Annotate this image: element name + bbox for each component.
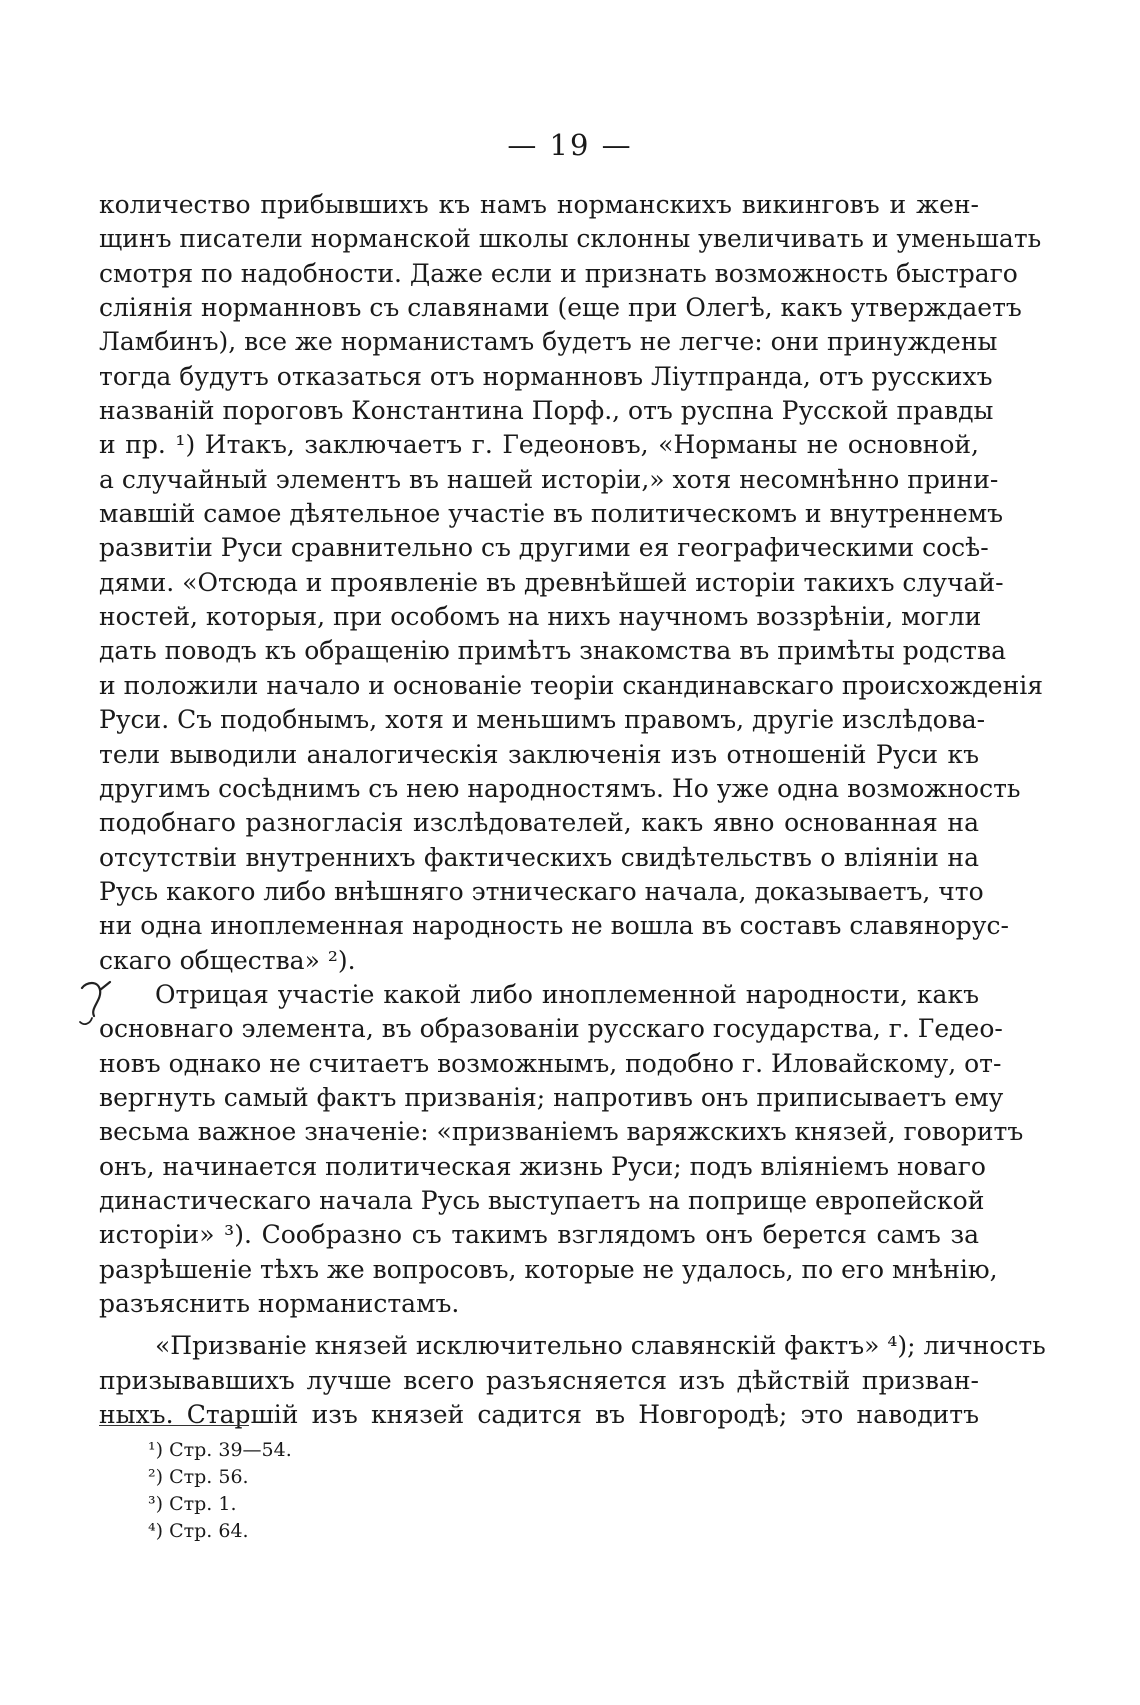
text-line: ни одна иноплеменная народность не вошла въ составъ славянорус- [99, 911, 1009, 941]
text-line: Ламбинъ), все же норманистамъ будетъ не легче: они принуждены [99, 327, 998, 357]
text-line: смотря по надобности. Даже если и признать возможность быстраго [99, 258, 1018, 288]
text-line: и положили начало и основанiе теорiи скандинавскаго происхожденiя [99, 670, 1043, 700]
text-line: новъ однако не считаетъ возможнымъ, подобно г. Иловайскому, от- [99, 1048, 1002, 1078]
text-line: дать поводъ къ обращенiю примѣтъ знакомства въ примѣты родства [99, 636, 1006, 666]
text-line: количество прибывшихъ къ намъ норманскихъ викинговъ и жен- [99, 190, 979, 219]
text-line: ныхъ. Старшiй изъ князей садится въ Новгородѣ; это наводитъ [99, 1400, 979, 1430]
text-line: тели выводили аналогическiя заключенiя изъ отношенiй Руси къ [99, 739, 979, 769]
text-line: другимъ сосѣднимъ съ нею народностямъ. Но уже одна возможность [99, 773, 1021, 803]
text-line: слiянiя норманновъ съ славянами (еще при Олегѣ, какъ утверждаетъ [99, 293, 1022, 323]
text-line: мавшiй самое дѣятельное участiе въ политическомъ и внутреннемъ [99, 499, 1004, 529]
text-line: ностей, которыя, при особомъ на нихъ научномъ воззрѣнiи, могли [99, 602, 982, 632]
text-line: а случайный элементъ въ нашей исторiи,» хотя несомнѣнно прини- [99, 464, 999, 494]
text-line: разрѣшенiе тѣхъ же вопросовъ, которые не удалось, по его мнѣнiю, [99, 1254, 998, 1284]
paragraph-2 [99, 978, 1024, 1321]
text-line: отсутствiи внутреннихъ фактическихъ свидѣтельствъ о влiянiи на [99, 842, 979, 872]
text-line: династическаго начала Русь выступаетъ на поприще европейской [99, 1185, 985, 1215]
footnote: ³) Стр. 1. [148, 1493, 237, 1515]
footnote: ⁴) Стр. 64. [148, 1520, 249, 1542]
paragraph-1 [99, 188, 1043, 978]
text-line: основнаго элемента, въ образованiи русскаго государства, г. Гедео- [99, 1014, 1003, 1044]
text-line: Русь какого либо внѣшняго этническаго начала, доказываетъ, что [99, 876, 984, 906]
text-line: тогда будутъ отказаться отъ норманновъ Лiутпранда, отъ русскихъ [99, 361, 993, 391]
footnote-divider [99, 1425, 249, 1426]
text-line: названiй пороговъ Константина Порф., отъ руспна Русской правды [99, 396, 994, 426]
footnote: ²) Стр. 56. [148, 1466, 249, 1488]
paragraph-3 [99, 1329, 1046, 1432]
text-line: щинъ писатели норманской школы склонны увеличивать и уменьшать [99, 224, 1042, 254]
text-line: разъяснить норманистамъ. [99, 1289, 460, 1318]
text-line: скаго общества» ²). [99, 945, 356, 975]
text-line: и пр. ¹) Итакъ, заключаетъ г. Гедеоновъ, «Норманы не основной, [99, 430, 979, 460]
text-line: развитiи Руси сравнительно съ другими ея географическими сосѣ- [99, 533, 989, 563]
text-line: исторiи» ³). Сообразно съ такимъ взглядомъ онъ берется самъ за [99, 1220, 979, 1250]
text-line: призывавшихъ лучше всего разъясняется изъ дѣйствiй призван- [99, 1365, 979, 1395]
text-line: «Призванiе князей исключительно славянскiй фактъ» ⁴); личность [155, 1331, 1046, 1361]
text-line: подобнаго разногласiя изслѣдователей, какъ явно основанная на [99, 808, 979, 838]
main-text [99, 188, 1046, 1432]
text-line: весьма важное значенiе: «призванiемъ варяжскихъ князей, говоритъ [99, 1117, 1024, 1147]
text-line: Руси. Съ подобнымъ, хотя и меньшимъ правомъ, другiе изслѣдова- [99, 705, 986, 735]
text-line: онъ, начинается политическая жизнь Руси; подъ влiянiемъ новаго [99, 1151, 986, 1181]
text-line: Отрицая участiе какой либо иноплеменной народности, какъ [155, 979, 979, 1009]
text-line: вергнуть самый фактъ призванiя; напротивъ онъ приписываетъ ему [99, 1082, 1004, 1112]
footnotes [148, 1437, 292, 1545]
page-number: — 19 — [507, 128, 633, 162]
text-line: дями. «Отсюда и проявленiе въ древнѣйшей исторiи такихъ случай- [99, 567, 1004, 597]
footnote: ¹) Стр. 39—54. [148, 1439, 292, 1461]
